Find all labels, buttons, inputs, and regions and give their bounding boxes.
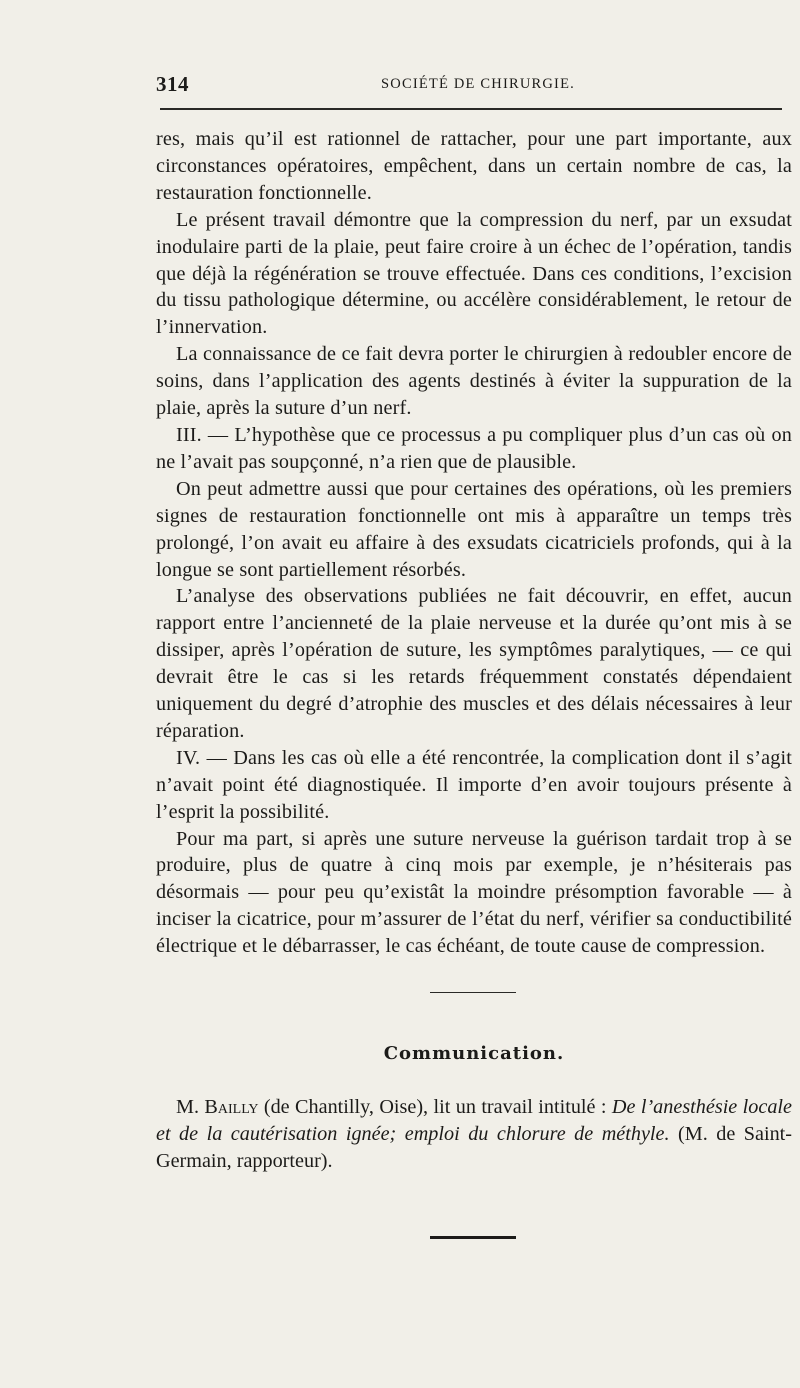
body-text <box>156 126 792 960</box>
paragraph: On peut admettre aussi que pour certaines des opérations, où les premiers signes de restauration fonctionnelle ont mis à apparaître un temps très prolongé, l’on avait eu affaire à des exsudats cicatriciels profonds, qui à la longue se sont partiellement résorbés. <box>156 477 792 581</box>
paragraph: IV. — Dans les cas où elle a été rencontrée, la complication dont il s’agit n’avait point été diagnostiquée. Il importe d’en avoir toujours présente à l’esprit la possibilité. <box>156 746 792 823</box>
paragraph: Pour ma part, si après une suture nerveuse la guérison tardait trop à se produire, plus de quatre à cinq mois par exemple, je n’hésiterais pas désormais — pour peu qu’existât la moindre présomption favorable — à inciser la cicatrice, pour m’assurer de l’état du nerf, vérifier sa conductibilité électrique et le débarrasser, le cas échéant, de toute cause de compression. <box>156 827 792 958</box>
running-head: SOCIÉTÉ DE CHIRURGIE. <box>381 76 575 92</box>
section-divider <box>430 992 516 993</box>
paragraph: III. — L’hypothèse que ce processus a pu compliquer plus d’un cas où on ne l’avait pas soupçonné, n’a rien que de plausible. <box>156 423 792 473</box>
author-name: Bailly <box>204 1096 259 1118</box>
paragraph: L’analyse des observations publiées ne fait découvrir, en effet, aucun rapport entre l’ancienneté de la plaie nerveuse et la durée qu’ont mis à se dissiper, après l’opération de suture, les symptômes paralytiques, — ce qui devrait être le cas si les retards fréquemment constatés dépendaient uniquement du degré d’atrophie des muscles et des délais nécessaires à leur réparation. <box>156 585 792 742</box>
rapporteur-text: (M. de Saint-Germain, rapporteur). <box>156 1122 793 1172</box>
page-number: 314 <box>156 72 189 96</box>
section-title: Communication. <box>383 1043 565 1064</box>
page-header <box>156 72 782 96</box>
author-prefix: M. <box>176 1096 205 1118</box>
paragraph: Le présent travail démontre que la compression du nerf, par un exsudat inodulaire parti de la plaie, peut faire croire à un échec de l’opération, tandis que déjà la régénération se trouve effectuée. Dans ces conditions, l’excision du tissu pathologique détermine, ou accélère considérablement, le retour de l’innervation. <box>156 208 792 339</box>
end-rule <box>430 1236 516 1239</box>
paragraph: res, mais qu’il est rationnel de rattacher, pour une part importante, aux circonstances opératoires, empêchent, dans un certain nombre de cas, la restauration fonctionnelle. <box>156 128 792 204</box>
paragraph: La connaissance de ce fait devra porter le chirurgien à redoubler encore de soins, dans l’application des agents destinés à éviter la suppuration de la plaie, après la suture d’un nerf. <box>156 343 792 420</box>
communication-paragraph <box>156 1094 792 1175</box>
work-title: De l’anesthésie locale et de la cautérisation ignée; emploi du chlorure de méthyle. <box>156 1096 792 1145</box>
header-rule <box>160 108 782 110</box>
communication-entry <box>156 1094 792 1175</box>
communication-text: (de Chantilly, Oise), lit un travail intitulé : <box>258 1096 612 1118</box>
